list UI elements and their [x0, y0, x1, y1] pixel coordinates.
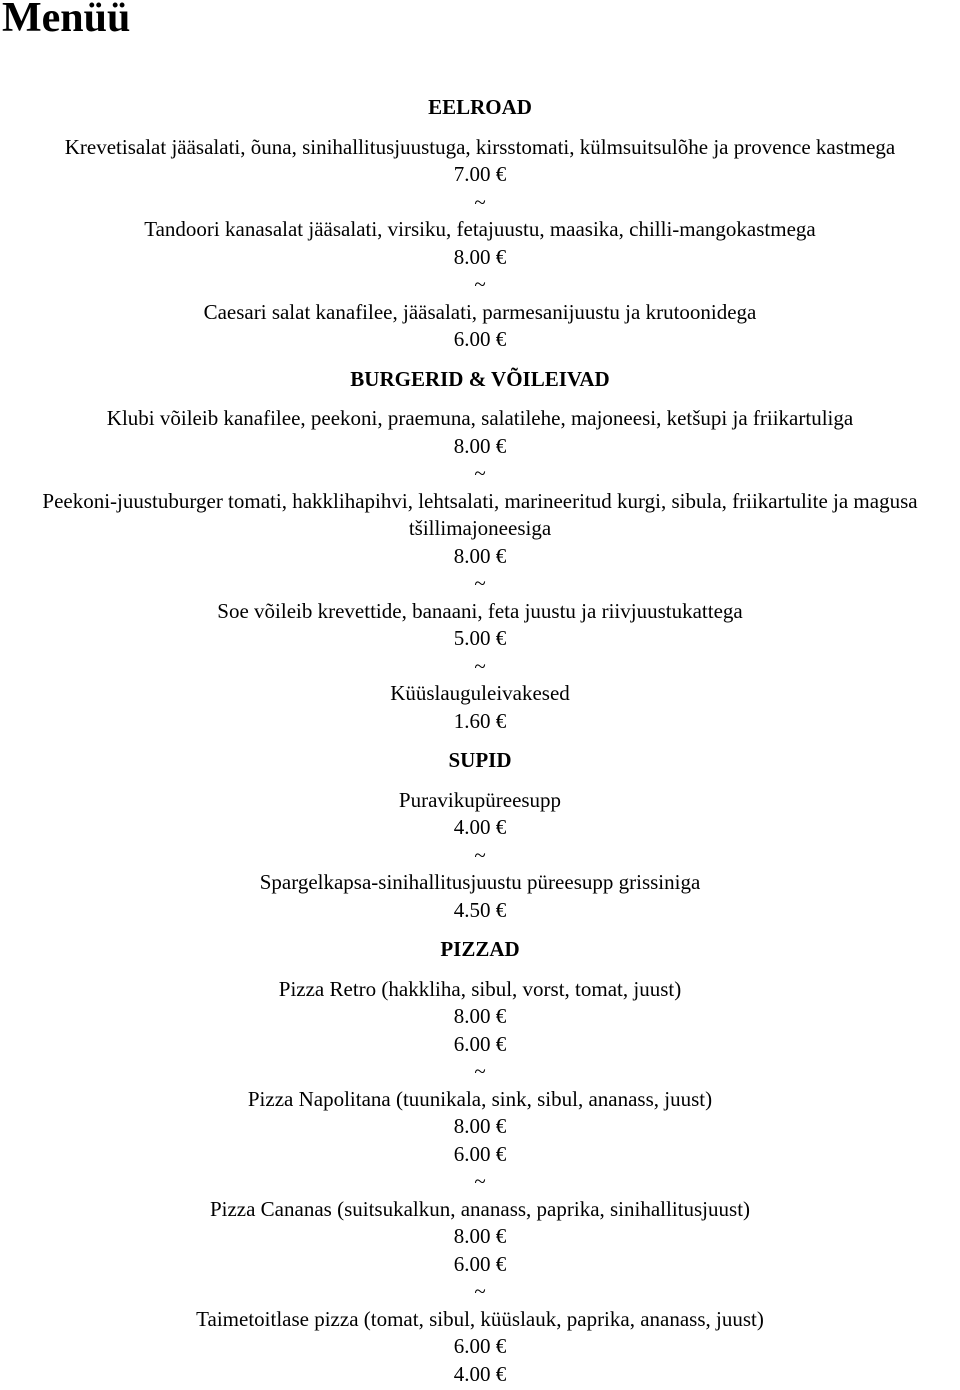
section-title: PIZZAD — [440, 937, 520, 961]
item-price: 8.00 € — [453, 1004, 507, 1028]
item-price: 1.60 € — [453, 708, 507, 733]
menu-item — [0, 787, 960, 842]
item-separator: ~ — [474, 842, 486, 867]
section-title: BURGERID & VÕILEIVAD — [350, 366, 610, 391]
item-price: 8.00 € — [453, 1224, 507, 1248]
menu-section — [0, 936, 960, 1388]
section-items — [0, 393, 960, 747]
item-price: 7.00 € — [453, 162, 507, 186]
item-name: Peekoni-juustuburger tomati, hakklihapihvi, lehtsalati, marineeritud kurgi, sibula, friikartulite ja magusa tšillimajoneesiga — [42, 488, 918, 540]
item-price: 8.00 € — [453, 244, 507, 269]
page-title: Menüü — [2, 0, 131, 41]
item-separator: ~ — [474, 461, 486, 485]
menu-item — [0, 299, 960, 354]
item-price: 6.00 € — [453, 1251, 507, 1276]
menu-item — [0, 488, 960, 571]
section-items — [0, 122, 960, 366]
item-separator: ~ — [474, 1279, 486, 1303]
item-name: Soe võileib krevettide, banaani, feta juustu ja riivjuustukattega — [217, 598, 743, 623]
item-price: 6.00 € — [453, 1031, 507, 1056]
item-separator: ~ — [474, 272, 486, 296]
item-separator: ~ — [474, 1059, 486, 1083]
menu-item — [0, 134, 960, 189]
item-separator: ~ — [474, 653, 486, 678]
item-name: Puravikupüreesupp — [398, 787, 562, 812]
menu-item — [0, 216, 960, 271]
menu-section — [0, 366, 960, 748]
item-separator: ~ — [474, 189, 486, 214]
item-separator: ~ — [474, 571, 486, 595]
item-price: 5.00 € — [453, 626, 507, 650]
menu-item — [0, 598, 960, 653]
menu-item — [0, 1086, 960, 1169]
item-name: Pizza Napolitana (tuunikala, sink, sibul, ananass, juust) — [247, 1086, 713, 1111]
section-title: SUPID — [448, 748, 512, 772]
menu-item — [0, 976, 960, 1059]
menu-content — [0, 94, 960, 1388]
item-price: 4.50 € — [453, 897, 507, 922]
item-separator: ~ — [474, 1169, 486, 1193]
menu-item — [0, 1196, 960, 1279]
item-name: Tandoori kanasalat jääsalati, virsiku, fetajuustu, maasika, chilli-mangokastmega — [144, 217, 816, 241]
section-title: EELROAD — [428, 95, 532, 119]
item-price: 4.00 € — [453, 815, 507, 839]
item-price: 8.00 € — [453, 433, 507, 458]
item-price: 8.00 € — [453, 1114, 507, 1138]
menu-section — [0, 747, 960, 936]
menu-item — [0, 1306, 960, 1389]
menu-section — [0, 94, 960, 366]
item-price: 8.00 € — [453, 543, 507, 568]
item-name: Caesari salat kanafilee, jääsalati, parmesanijuustu ja krutoonidega — [203, 299, 757, 324]
item-name: Klubi võileib kanafilee, peekoni, praemuna, salatilehe, majoneesi, ketšupi ja friikartuliga — [106, 406, 854, 430]
item-name: Taimetoitlase pizza (tomat, sibul, küüslauk, paprika, ananass, juust) — [196, 1306, 764, 1331]
menu-item — [0, 405, 960, 460]
item-name: Krevetisalat jääsalati, õuna, sinihallitusjuustuga, kirsstomati, külmsuitsulõhe ja provence kastmega — [64, 134, 896, 159]
item-name: Küüslauguleivakesed — [390, 681, 570, 705]
item-price: 6.00 € — [453, 1141, 507, 1166]
section-items — [0, 964, 960, 1389]
menu-item — [0, 869, 960, 924]
item-name: Pizza Cananas (suitsukalkun, ananass, paprika, sinihallitusjuust) — [209, 1196, 751, 1221]
item-name: Spargelkapsa-sinihallitusjuustu püreesupp grissiniga — [259, 870, 701, 894]
item-name: Pizza Retro (hakkliha, sibul, vorst, tomat, juust) — [278, 976, 682, 1001]
item-price: 4.00 € — [453, 1361, 507, 1386]
section-items — [0, 775, 960, 937]
item-price: 6.00 € — [453, 327, 507, 351]
item-price: 6.00 € — [453, 1334, 507, 1358]
menu-item — [0, 680, 960, 735]
